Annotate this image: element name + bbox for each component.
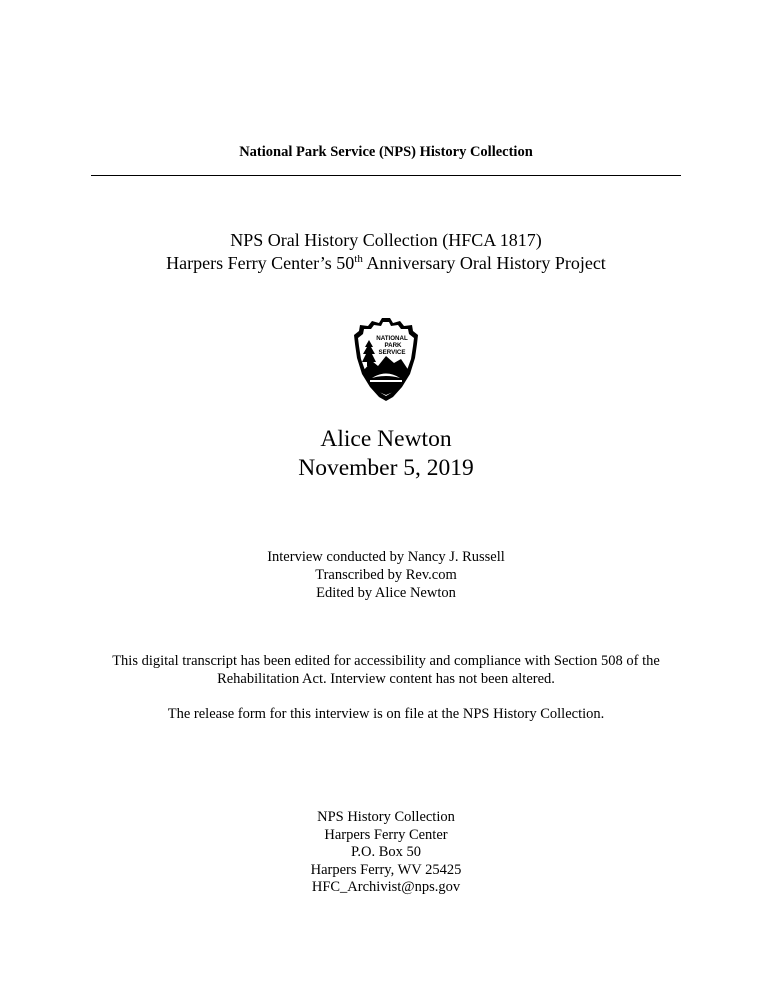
interviewee-block xyxy=(0,425,772,483)
nps-arrowhead-logo xyxy=(352,316,420,402)
project-title xyxy=(0,252,772,275)
logo-text-national: NATIONAL xyxy=(376,335,408,342)
address-box: P.O. Box 50 xyxy=(350,844,422,860)
notice-line-1: This digital transcript has been edited for accessibility and compliance with Section 508 of the xyxy=(112,653,660,669)
project-title-part2: Anniversary Oral History Project xyxy=(362,253,606,273)
collection-title-block xyxy=(0,229,772,275)
editor-credit: Edited by Alice Newton xyxy=(316,585,456,601)
logo-text-service: SERVICE xyxy=(378,349,406,356)
transcriber-credit: Transcribed by Rev.com xyxy=(315,567,457,583)
address-center: Harpers Ferry Center xyxy=(324,826,448,843)
contact-email: HFC_Archivist@nps.gov xyxy=(311,879,461,895)
contact-address xyxy=(0,809,772,897)
address-city: Harpers Ferry, WV 25425 xyxy=(310,861,462,878)
interviewee-name: Alice Newton xyxy=(320,426,452,452)
credits-block xyxy=(0,548,772,602)
collection-title: NPS Oral History Collection (HFCA 1817) xyxy=(230,230,542,250)
project-title-part1: Harpers Ferry Center’s 50 xyxy=(166,253,355,273)
interview-date: November 5, 2019 xyxy=(298,455,474,481)
address-org: NPS History Collection xyxy=(317,809,455,825)
collection-header: National Park Service (NPS) History Collection xyxy=(239,144,533,160)
notice-line-2: Rehabilitation Act. Interview content has not been altered. xyxy=(217,671,555,687)
logo-text-park: PARK xyxy=(384,342,402,349)
interviewer-credit: Interview conducted by Nancy J. Russell xyxy=(267,549,505,565)
header-divider xyxy=(91,175,681,176)
ordinal-suffix: th xyxy=(354,253,363,265)
accessibility-notice xyxy=(0,652,772,688)
release-form-notice: The release form for this interview is on file at the NPS History Collection. xyxy=(167,706,605,722)
